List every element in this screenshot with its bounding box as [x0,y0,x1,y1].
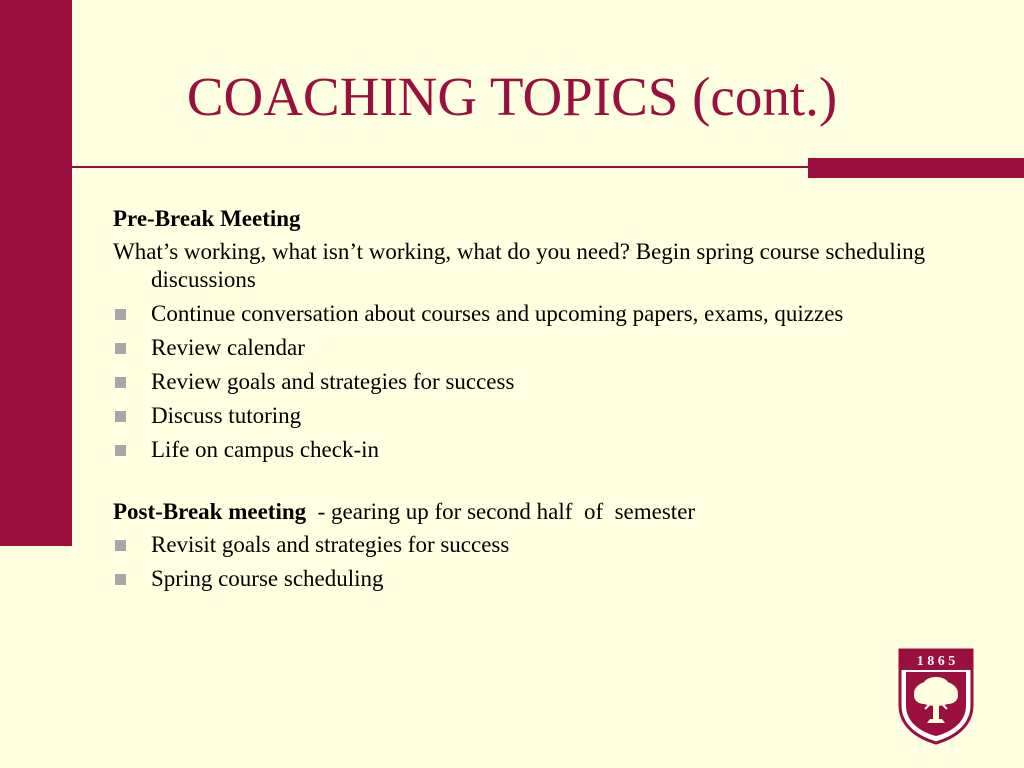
section-intro-pre-break: What’s working, what isn’t working, what do you need? Begin spring course scheduling discussions [113,239,926,292]
bullet-text: Revisit goals and strategies for success [151,532,510,557]
bullet-item [113,300,973,328]
bullet-text: Review goals and strategies for success [151,369,515,394]
square-bullet-icon [115,411,126,422]
bullet-item [113,531,973,559]
slide-body [113,205,973,599]
section-heading-text: Pre-Break Meeting [113,206,301,231]
square-bullet-icon [115,574,126,585]
bullet-item [113,565,973,593]
logo-year-text: 1 8 6 5 [916,654,956,669]
square-bullet-icon [115,343,126,354]
section-heading-subtitle: - gearing up for second half of semester [306,499,696,524]
section-heading-post-break [113,498,973,526]
college-shield-logo [897,647,975,745]
slide-title: COACHING TOPICS (cont.) [186,66,838,127]
section-heading-pre-break [113,205,973,233]
square-bullet-icon [115,309,126,320]
bullet-text: Continue conversation about courses and upcoming papers, exams, quizzes [151,301,844,326]
section-spacer [113,470,973,498]
title-divider-accent [808,158,1024,178]
bullet-item [113,368,973,396]
square-bullet-icon [115,540,126,551]
bullet-item [113,436,973,464]
left-accent-bar [0,0,72,546]
square-bullet-icon [115,445,126,456]
bullet-text: Discuss tutoring [151,403,302,428]
square-bullet-icon [115,377,126,388]
title-divider-line [72,166,808,168]
bullet-text: Spring course scheduling [151,566,384,591]
bullet-item [113,334,973,362]
bullet-item [113,402,973,430]
section-heading-text: Post-Break meeting [113,499,307,524]
bullet-text: Review calendar [151,335,305,360]
bullet-text: Life on campus check-in [151,437,379,462]
